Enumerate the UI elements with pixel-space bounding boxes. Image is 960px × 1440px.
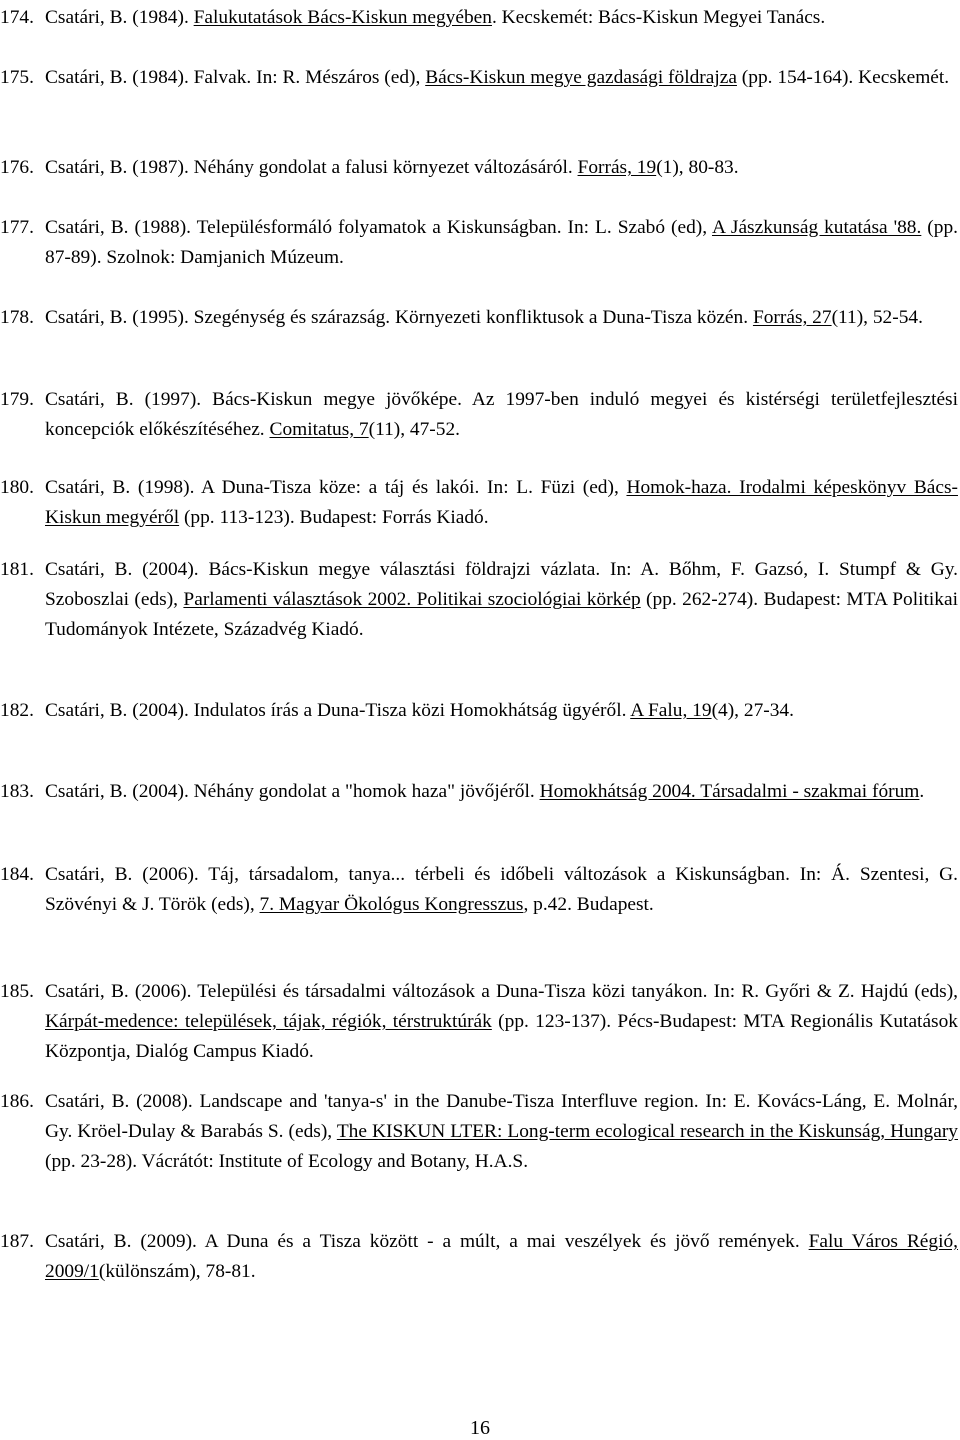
reference-text-segment: Csatári, B. (2006). Táj, társadalom, tanya... térbeli és időbeli változások a Kiskunságban. In: Á. Szentesi, G. Szövényi & J. Török (eds), [45, 864, 958, 915]
reference-text [45, 781, 924, 802]
reference-entry [0, 473, 958, 533]
reference-row [0, 213, 958, 273]
reference-text [45, 700, 794, 721]
reference-row [0, 696, 958, 726]
reference-number: 174. [0, 7, 34, 28]
reference-text-segment: Csatári, B. (1984). Falvak. In: R. Mészáros (ed), [45, 67, 426, 88]
reference-text-segment: Csatári, B. (1997). Bács-Kiskun megye jövőképe. Az 1997-ben induló megyei és kistérségi területfejlesztési koncepciók előkészítéséhez. [45, 389, 958, 440]
reference-row [0, 977, 958, 1067]
reference-title-underlined: The KISKUN LTER: Long-term ecological research in the Kiskunság, Hungary [336, 1121, 958, 1142]
reference-title-underlined: Bács-Kiskun megye gazdasági földrajza [425, 67, 737, 88]
reference-number: 184. [0, 864, 34, 885]
reference-text [45, 1231, 958, 1282]
reference-number: 186. [0, 1091, 34, 1112]
reference-number: 187. [0, 1231, 34, 1252]
reference-number: 176. [0, 157, 34, 178]
reference-entry [0, 1087, 958, 1177]
page-number: 16 [470, 1417, 490, 1439]
reference-entry [0, 1227, 958, 1287]
reference-text-segment: Csatári, B. (2004). Indulatos írás a Duna-Tisza közi Homokhátság ügyéről. [45, 700, 631, 721]
reference-text-segment: Csatári, B. (1987). Néhány gondolat a falusi környezet változásáról. [45, 157, 578, 178]
reference-title-underlined: Forrás, 19 [577, 157, 657, 178]
reference-text [45, 1091, 958, 1172]
reference-entry [0, 213, 958, 273]
reference-row [0, 777, 958, 807]
reference-entry [0, 555, 958, 645]
reference-title-underlined: A Jászkunság kutatása '88. [712, 217, 922, 238]
reference-text-segment: (pp. 154-164). Kecskemét. [736, 67, 950, 88]
reference-text-segment: (pp. 23-28). Vácrátót: Institute of Ecology and Botany, H.A.S. [45, 1151, 529, 1172]
reference-row [0, 555, 958, 645]
reference-entry [0, 303, 958, 333]
reference-entry [0, 860, 958, 920]
reference-text-segment: (különszám), 78-81. [98, 1261, 256, 1282]
reference-text-segment: (pp. 87-89). Szolnok: Damjanich Múzeum. [45, 217, 958, 268]
reference-text [45, 389, 958, 440]
reference-text-segment: (pp. 262-274). Budapest: MTA Politikai Tudományok Intézete, Századvég Kiadó. [45, 589, 958, 640]
reference-title-underlined: 7. Magyar Ökológus Kongresszus [259, 894, 524, 915]
reference-text-segment: Csatári, B. (1998). A Duna-Tisza köze: a táj és lakói. In: L. Füzi (ed), [45, 477, 627, 498]
reference-title-underlined: Homok-haza. Irodalmi képeskönyv Bács-Kiskun megyéről [45, 477, 958, 528]
reference-text-segment: Csatári, B. (1984). [45, 7, 194, 28]
reference-title-underlined: Parlamenti választások 2002. Politikai szociológiai körkép [183, 589, 641, 610]
reference-entry [0, 153, 958, 183]
reference-text-segment: Csatári, B. (2004). Bács-Kiskun megye választási földrajzi vázlata. In: A. Bőhm, F. Gazsó, I. Stumpf & Gy. Szoboszlai (eds), [45, 559, 958, 610]
reference-text-segment: (1), 80-83. [656, 157, 739, 178]
reference-text-segment: Csatári, B. (2009). A Duna és a Tisza között - a múlt, a mai veszélyek és jövő remények. [45, 1231, 809, 1252]
reference-text [45, 559, 958, 640]
reference-text-segment: Csatári, B. (1995). Szegénység és szárazság. Környezeti konfliktusok a Duna-Tisza közén. [45, 307, 753, 328]
reference-entry [0, 3, 958, 33]
reference-entry [0, 385, 958, 445]
reference-title-underlined: Kárpát-medence: települések, tájak, régiók, térstruktúrák [45, 1011, 492, 1032]
reference-number: 178. [0, 307, 34, 328]
reference-row [0, 385, 958, 445]
reference-text-segment: . Kecskemét: Bács-Kiskun Megyei Tanács. [491, 7, 826, 28]
reference-row [0, 3, 958, 33]
reference-entry [0, 63, 958, 93]
reference-title-underlined: A Falu, 19 [630, 700, 712, 721]
reference-row [0, 63, 958, 93]
reference-number: 180. [0, 477, 34, 498]
reference-text [45, 864, 958, 915]
reference-text-segment: (4), 27-34. [711, 700, 794, 721]
reference-text-segment: . [919, 781, 925, 802]
reference-text-segment: Csatári, B. (1988). Településformáló folyamatok a Kiskunságban. In: L. Szabó (ed), [45, 217, 712, 238]
reference-text [45, 981, 958, 1062]
reference-title-underlined: Forrás, 27 [752, 307, 832, 328]
reference-text [45, 477, 958, 528]
reference-number: 177. [0, 217, 34, 238]
reference-number: 185. [0, 981, 34, 1002]
reference-row [0, 153, 958, 183]
reference-entry [0, 777, 958, 807]
reference-text [45, 217, 958, 268]
reference-title-underlined: Comitatus, 7 [269, 419, 369, 440]
reference-entry [0, 977, 958, 1067]
reference-title-underlined: Homokhátság 2004. Társadalmi - szakmai fórum [539, 781, 920, 802]
reference-number: 183. [0, 781, 34, 802]
reference-number: 179. [0, 389, 34, 410]
reference-row [0, 1227, 958, 1287]
reference-row [0, 473, 958, 533]
reference-text-segment: (pp. 123-137). Pécs-Budapest: MTA Regionális Kutatások Központja, Dialóg Campus Kiadó. [45, 1011, 958, 1062]
reference-text [45, 307, 923, 328]
reference-text-segment: , p.42. Budapest. [523, 894, 654, 915]
reference-text [45, 157, 739, 178]
reference-row [0, 860, 958, 920]
reference-number: 182. [0, 700, 34, 721]
reference-number: 181. [0, 559, 34, 580]
reference-text-segment: Csatári, B. (2008). Landscape and 'tanya-s' in the Danube-Tisza Interfluve region. In: E. Kovács-Láng, E. Molnár, Gy. Kröel-Dulay & Barabás S. (eds), [45, 1091, 958, 1142]
reference-number: 175. [0, 67, 34, 88]
reference-entry [0, 696, 958, 726]
reference-text [45, 67, 949, 88]
reference-title-underlined: Falu Város Régió, 2009/1 [45, 1231, 958, 1282]
reference-text-segment: Csatári, B. (2004). Néhány gondolat a "homok haza" jövőjéről. [45, 781, 540, 802]
reference-row [0, 303, 958, 333]
reference-text-segment: (pp. 113-123). Budapest: Forrás Kiadó. [179, 507, 489, 528]
reference-title-underlined: Falukutatások Bács-Kiskun megyében [193, 7, 492, 28]
reference-row [0, 1087, 958, 1177]
reference-text-segment: (11), 47-52. [368, 419, 461, 440]
reference-text-segment: Csatári, B. (2006). Települési és társadalmi változások a Duna-Tisza közi tanyákon. In: R. Győri & Z. Hajdú (eds), [45, 981, 958, 1002]
reference-text-segment: (11), 52-54. [831, 307, 923, 328]
reference-text [45, 7, 825, 28]
